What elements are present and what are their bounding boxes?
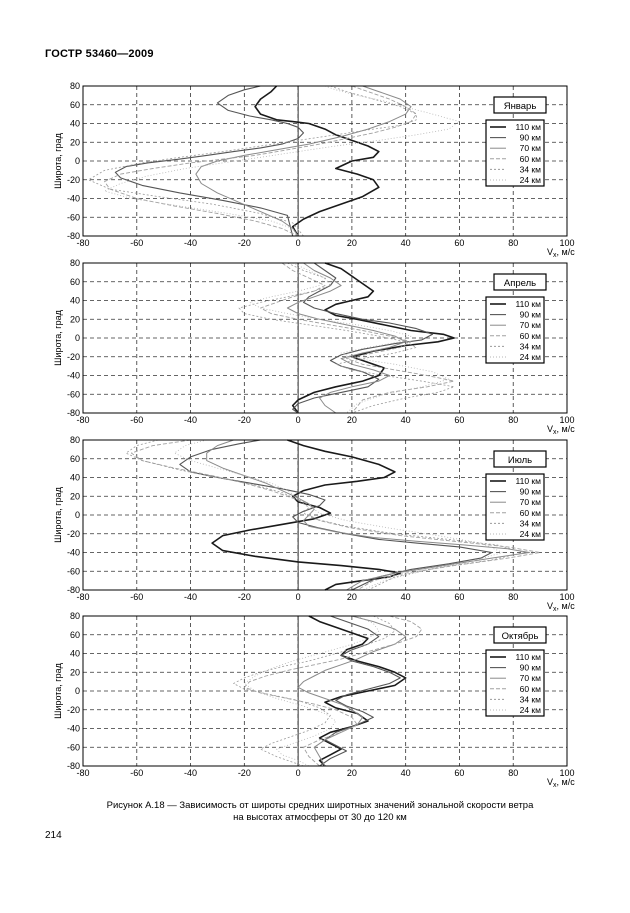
- x-tick-label: 40: [400, 415, 411, 425]
- x-tick-label: -80: [76, 238, 90, 248]
- y-tick-label: 40: [69, 295, 80, 306]
- chart-svg: [0, 255, 630, 435]
- x-axis-label: [547, 777, 575, 788]
- standard-header: ГОСТР 53460—2009: [45, 48, 154, 60]
- legend-label: 34 км: [519, 518, 541, 529]
- x-tick-label: 0: [295, 415, 301, 425]
- legend-label: 24 км: [519, 175, 541, 185]
- y-tick-label: -60: [66, 389, 80, 400]
- y-tick-label: -40: [66, 723, 80, 734]
- month-title: Октябрь: [501, 631, 539, 642]
- legend-label: 60 км: [519, 683, 541, 694]
- x-tick-label: 40: [400, 238, 411, 248]
- y-tick-label: 60: [69, 276, 80, 287]
- x-tick-label: 60: [454, 238, 465, 248]
- x-tick-label: -80: [76, 415, 90, 425]
- legend-label: 90 км: [519, 486, 541, 497]
- x-axis-label-sub: x: [553, 429, 557, 435]
- x-axis-label-sub: x: [553, 782, 557, 788]
- x-tick-label: -20: [237, 415, 251, 425]
- x-tick-label: 0: [295, 238, 301, 248]
- chart-panel-april: [0, 255, 630, 435]
- x-axis-label-unit: , м/с: [556, 424, 575, 434]
- legend-label: 70 км: [519, 673, 541, 684]
- figure-caption: [60, 800, 580, 824]
- month-title: Апрель: [503, 278, 537, 289]
- y-tick-label: 0: [74, 686, 80, 696]
- x-tick-label: 80: [508, 238, 519, 248]
- x-tick-label: 0: [295, 768, 301, 778]
- y-tick-label: -60: [66, 566, 80, 577]
- legend-label: 110 км: [515, 476, 541, 486]
- legend-label: 60 км: [519, 330, 541, 341]
- x-tick-label: 60: [454, 592, 465, 602]
- legend-label: 24 км: [519, 705, 541, 715]
- y-tick-label: -40: [66, 547, 80, 558]
- x-tick-label: -40: [184, 238, 198, 248]
- x-axis-label-main: V: [547, 777, 554, 787]
- y-axis-label: Широта, град: [53, 310, 63, 366]
- x-tick-label: 100: [559, 238, 575, 248]
- caption-line-1: Рисунок А.18 — Зависимость от широты средних широтных значений зональной скорости ветра: [106, 800, 534, 811]
- y-tick-label: 40: [69, 118, 80, 129]
- x-axis-label-unit: , м/с: [556, 601, 575, 611]
- legend-label: 90 км: [519, 662, 541, 673]
- y-tick-label: 20: [69, 137, 80, 148]
- page-number: 214: [45, 830, 62, 841]
- x-tick-label: -20: [237, 592, 251, 602]
- y-tick-label: -40: [66, 370, 80, 381]
- x-tick-label: 60: [454, 415, 465, 425]
- y-tick-label: 80: [69, 435, 80, 445]
- y-tick-label: 60: [69, 453, 80, 464]
- y-tick-label: 40: [69, 648, 80, 659]
- y-tick-label: 20: [69, 314, 80, 325]
- legend-label: 110 км: [515, 299, 541, 309]
- x-axis-label-sub: x: [553, 252, 557, 258]
- y-tick-label: 40: [69, 472, 80, 483]
- x-axis-label-sub: x: [553, 606, 557, 612]
- x-tick-label: -60: [130, 592, 144, 602]
- y-tick-label: 0: [74, 333, 80, 343]
- y-tick-label: 60: [69, 99, 80, 110]
- caption-line-2: на высотах атмосферы от 30 до 120 км: [233, 812, 407, 823]
- month-title: Июль: [507, 455, 533, 466]
- x-tick-label: 100: [559, 592, 575, 602]
- chart-panel-october: [0, 608, 630, 788]
- y-tick-label: 20: [69, 491, 80, 502]
- y-axis-label: Широта, град: [53, 487, 63, 543]
- x-tick-label: -60: [130, 768, 144, 778]
- chart-panel-july: [0, 432, 630, 612]
- x-tick-label: 100: [559, 415, 575, 425]
- y-tick-label: 60: [69, 629, 80, 640]
- legend-label: 90 км: [519, 309, 541, 320]
- x-tick-label: -40: [184, 592, 198, 602]
- y-tick-label: -80: [66, 761, 80, 771]
- x-tick-label: 20: [346, 592, 357, 602]
- y-tick-label: 80: [69, 81, 80, 91]
- x-tick-label: -80: [76, 592, 90, 602]
- y-tick-label: 80: [69, 611, 80, 621]
- legend-label: 70 км: [519, 320, 541, 331]
- x-axis-label-main: V: [547, 424, 554, 434]
- x-tick-label: -40: [184, 415, 198, 425]
- x-tick-label: -20: [237, 768, 251, 778]
- x-tick-label: 20: [346, 415, 357, 425]
- legend-label: 70 км: [519, 143, 541, 154]
- x-tick-label: 20: [346, 238, 357, 248]
- legend-label: 60 км: [519, 507, 541, 518]
- x-axis-label-main: V: [547, 247, 554, 257]
- y-tick-label: 20: [69, 667, 80, 678]
- y-tick-label: -80: [66, 231, 80, 241]
- x-tick-label: 80: [508, 415, 519, 425]
- y-tick-label: -60: [66, 742, 80, 753]
- x-tick-label: -60: [130, 238, 144, 248]
- y-tick-label: -40: [66, 193, 80, 204]
- y-tick-label: -20: [66, 174, 80, 185]
- x-tick-label: -40: [184, 768, 198, 778]
- legend-label: 110 км: [515, 122, 541, 132]
- legend-label: 110 км: [515, 652, 541, 662]
- y-tick-label: -60: [66, 212, 80, 223]
- x-tick-label: 100: [559, 768, 575, 778]
- chart-svg: [0, 432, 630, 612]
- y-tick-label: 0: [74, 510, 80, 520]
- month-title: Январь: [503, 101, 537, 112]
- legend-label: 70 км: [519, 497, 541, 508]
- x-axis-label-unit: , м/с: [556, 247, 575, 257]
- y-tick-label: -80: [66, 585, 80, 595]
- legend-label: 90 км: [519, 132, 541, 143]
- x-tick-label: -20: [237, 238, 251, 248]
- legend-label: 24 км: [519, 529, 541, 539]
- y-tick-label: -20: [66, 528, 80, 539]
- x-tick-label: 40: [400, 592, 411, 602]
- y-tick-label: 0: [74, 156, 80, 166]
- y-tick-label: -20: [66, 704, 80, 715]
- x-tick-label: 80: [508, 592, 519, 602]
- chart-svg: [0, 608, 630, 788]
- y-tick-label: 80: [69, 258, 80, 268]
- x-tick-label: 60: [454, 768, 465, 778]
- chart-panel-january: [0, 78, 630, 258]
- x-tick-label: -80: [76, 768, 90, 778]
- y-axis-label: Широта, град: [53, 663, 63, 719]
- x-tick-label: 80: [508, 768, 519, 778]
- chart-svg: [0, 78, 630, 258]
- x-axis-label-main: V: [547, 601, 554, 611]
- x-tick-label: 40: [400, 768, 411, 778]
- legend-label: 34 км: [519, 694, 541, 705]
- legend-label: 34 км: [519, 164, 541, 175]
- x-tick-label: 0: [295, 592, 301, 602]
- y-tick-label: -20: [66, 351, 80, 362]
- legend-label: 24 км: [519, 352, 541, 362]
- x-tick-label: 20: [346, 768, 357, 778]
- legend-label: 60 км: [519, 153, 541, 164]
- y-axis-label: Широта, град: [53, 133, 63, 189]
- legend-label: 34 км: [519, 341, 541, 352]
- x-tick-label: -60: [130, 415, 144, 425]
- y-tick-label: -80: [66, 408, 80, 418]
- x-axis-label-unit: , м/с: [556, 777, 575, 787]
